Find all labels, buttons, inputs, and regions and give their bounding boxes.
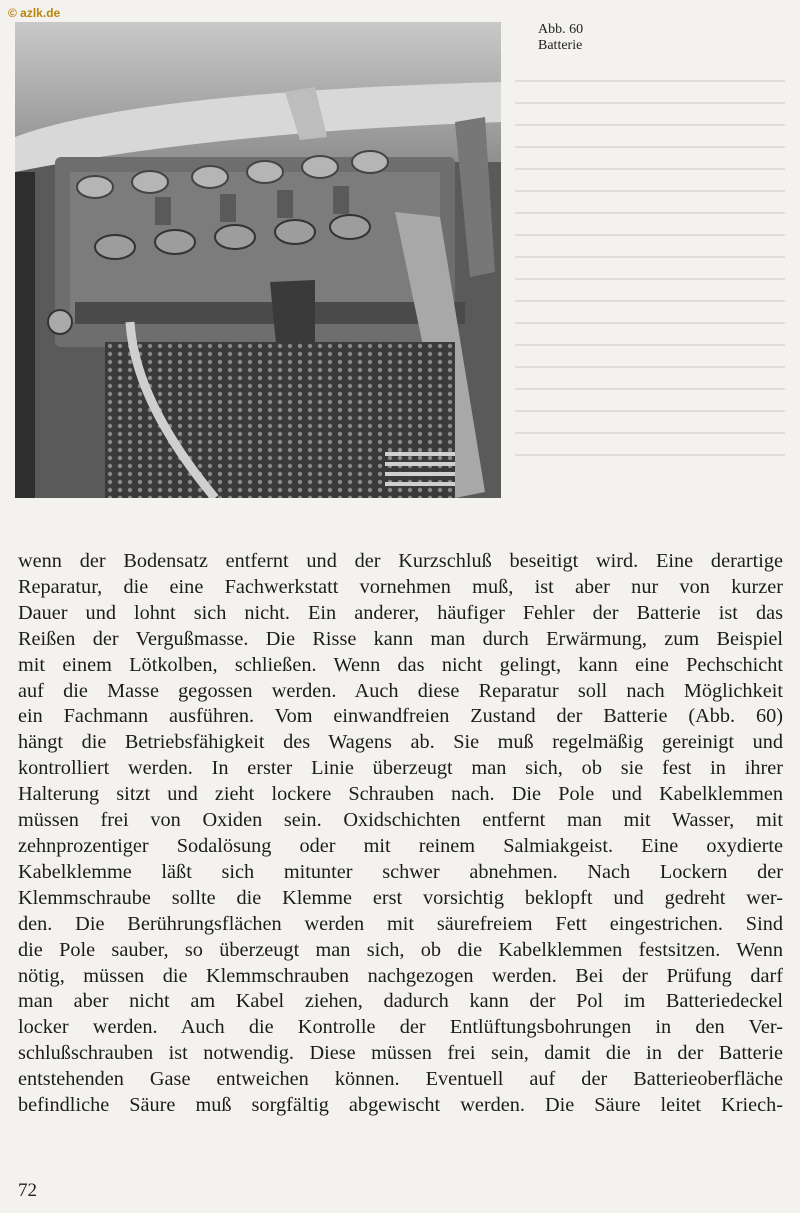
body-text: [18, 549, 783, 1119]
text-line: Halterung sitzt und zieht lockere Schrauben nach. Die Pole und Kabelklemmen: [18, 783, 783, 806]
text-line: zehnprozentiger Sodalösung oder mit reinem Salmiakgeist. Eine oxydierte: [18, 834, 783, 857]
text-line: müssen frei von Oxiden sein. Oxidschichten entfernt man mit Wasser, mit: [18, 809, 783, 832]
watermark: © azlk.de: [8, 6, 61, 20]
text-line: befindliche Säure muß sorgfältig abgewischt werden. Die Säure leitet Kriech-: [18, 1094, 783, 1117]
text-line: kontrolliert werden. In erster Linie überzeugt man sich, ob sie fest in ihrer: [18, 757, 783, 780]
text-line: auf die Masse gegossen werden. Auch diese Reparatur soll nach Möglichkeit: [18, 679, 783, 702]
figure-caption: [538, 22, 583, 54]
figure-title: Batterie: [538, 38, 583, 53]
text-line: entstehenden Gase entweichen können. Eventuell auf der Batterieoberfläche: [18, 1068, 783, 1091]
page-number: 72: [18, 1180, 37, 1201]
text-line: Klemmschraube sollte die Klemme erst vorsichtig beklopft und gedreht wer-: [18, 886, 783, 909]
text-line: schlußschrauben ist notwendig. Diese müssen frei sein, damit die in der Batterie: [18, 1042, 783, 1065]
battery-photo: [15, 22, 501, 498]
figure-label: Abb. 60: [538, 22, 584, 37]
text-line: den. Die Berührungsflächen werden mit säurefreiem Fett eingestrichen. Sind: [18, 912, 783, 935]
text-line: mit einem Lötkolben, schließen. Wenn das nicht gelingt, kann eine Pechschicht: [18, 653, 783, 676]
text-line: hängt die Betriebsfähigkeit des Wagens ab. Sie muß regelmäßig gereinigt und: [18, 731, 783, 754]
text-line: locker werden. Auch die Kontrolle der Entlüftungsbohrungen in den Ver-: [18, 1016, 783, 1039]
text-line: ein Fachmann ausführen. Vom einwandfreien Zustand der Batterie (Abb. 60): [18, 705, 783, 728]
text-line: Reißen der Vergußmasse. Die Risse kann man durch Erwärmung, zum Beispiel: [18, 627, 783, 650]
show-through-text: [515, 60, 785, 530]
text-line: Kabelklemme läßt sich mitunter schwer abnehmen. Nach Lockern der: [18, 860, 783, 883]
text-line: man aber nicht am Kabel ziehen, dadurch kann der Pol im Batteriedeckel: [18, 990, 783, 1013]
text-line: Dauer und lohnt sich nicht. Ein anderer, häufiger Fehler der Batterie ist das: [18, 601, 783, 624]
text-line: nötig, müssen die Klemmschrauben nachgezogen werden. Bei der Prüfung darf: [18, 964, 783, 987]
text-line: Reparatur, die eine Fachwerkstatt vornehmen muß, ist aber nur von kurzer: [18, 575, 783, 598]
text-line: wenn der Bodensatz entfernt und der Kurzschluß beseitigt wird. Eine derartige: [18, 550, 783, 572]
text-line: die Pole sauber, so überzeugt man sich, ob die Kabelklemmen festsitzen. Wenn: [18, 938, 783, 961]
